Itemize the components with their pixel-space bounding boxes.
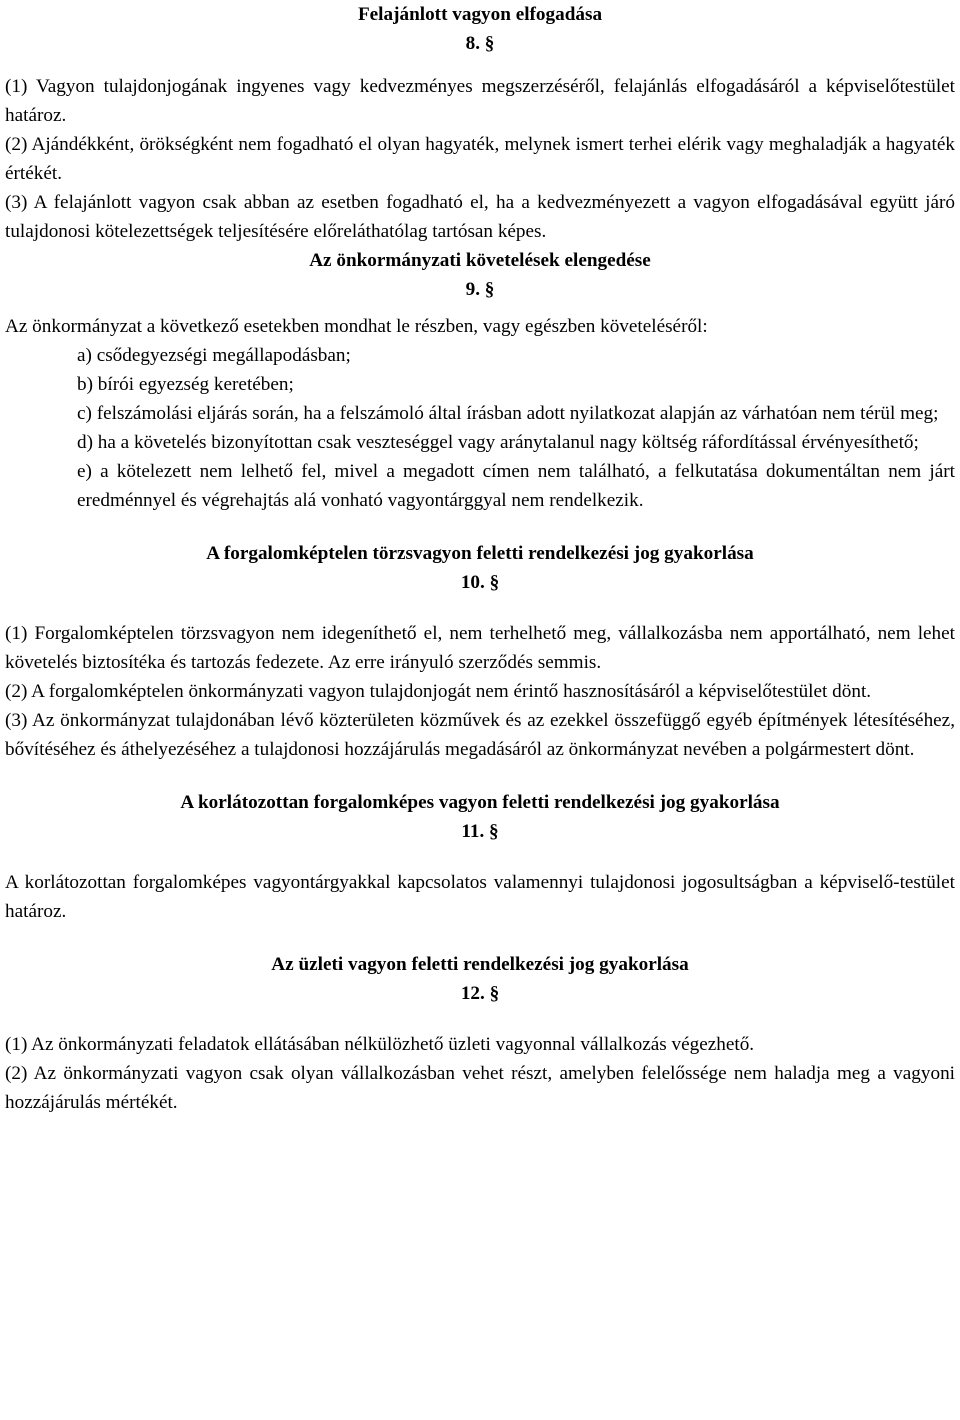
section-10-paragraph-3: (3) Az önkormányzat tulajdonában lévő közterületen közművek és az ezekkel összefüggő egyéb építmények létesítéséhez, bővítéséhez és áthelyezéséhez a tulajdonosi hozzájárulás megadásáról az önkormányzat nevében a polgármestert dönt.	[5, 710, 955, 760]
list-item: a) csődegyezségi megállapodásban;	[77, 345, 351, 366]
section-11-title: A korlátozottan forgalomképes vagyon feletti rendelkezési jog gyakorlása	[180, 792, 780, 813]
section-8-title: Felajánlott vagyon elfogadása	[357, 4, 603, 25]
section-9-title: Az önkormányzati követelések elengedése	[309, 250, 651, 271]
section-12-title: Az üzleti vagyon feletti rendelkezési jog gyakorlása	[271, 954, 689, 975]
section-11-paragraph-1: A korlátozottan forgalomképes vagyontárgyakkal kapcsolatos valamennyi tulajdonosi jogosultságban a képviselő-testület határoz.	[5, 872, 955, 922]
section-10-number: 10. §	[460, 572, 500, 593]
section-9-intro: Az önkormányzat a következő esetekben mondhat le részben, vagy egészben követeléséről:	[5, 316, 708, 337]
section-12-paragraph-1: (1) Az önkormányzati feladatok ellátásában nélkülözhető üzleti vagyonnal vállalkozás végezhető.	[5, 1034, 755, 1055]
section-12-paragraph-2: (2) Az önkormányzati vagyon csak olyan vállalkozásban vehet részt, amelyben felelőssége nem haladja meg a vagyoni hozzájárulás mértékét.	[5, 1063, 955, 1113]
section-8-paragraph-3: (3) A felajánlott vagyon csak abban az esetben fogadható el, ha a kedvezményezett a vagyon elfogadásával együtt járó tulajdonosi kötelezettségek teljesítésére előreláthatólag tartósan képes.	[5, 192, 955, 242]
section-9-number: 9. §	[465, 279, 495, 300]
list-item: b) bírói egyezség keretében;	[77, 374, 294, 395]
section-11-number: 11. §	[461, 821, 499, 842]
section-12-number: 12. §	[460, 983, 500, 1004]
list-item: d) ha a követelés bizonyítottan csak veszteséggel vagy aránytalanul nagy költség ráfordítással érvényesíthető;	[77, 432, 919, 453]
section-9-list	[5, 341, 955, 515]
list-item: c) felszámolási eljárás során, ha a felszámoló által írásban adott nyilatkozat alapján az várhatóan nem térül meg;	[77, 403, 939, 424]
section-8-paragraph-1: (1) Vagyon tulajdonjogának ingyenes vagy kedvezményes megszerzéséről, felajánlás elfogadásáról a képviselőtestület határoz.	[5, 76, 955, 126]
section-10-paragraph-1: (1) Forgalomképtelen törzsvagyon nem idegeníthető el, nem terhelhető meg, vállalkozásba nem apportálható, nem lehet követelés biztosítéka és tartozás fedezete. Az erre irányuló szerződés semmis.	[5, 623, 955, 673]
section-10-paragraph-2: (2) A forgalomképtelen önkormányzati vagyon tulajdonjogát nem érintő hasznosításáról a képviselőtestület dönt.	[5, 681, 872, 702]
list-item: e) a kötelezett nem lelhető fel, mivel a megadott címen nem található, a felkutatása dokumentáltan nem járt eredménnyel és végrehajtás alá vonható vagyontárggyal nem rendelkezik.	[77, 461, 955, 511]
section-8-number: 8. §	[465, 33, 495, 54]
section-10-title: A forgalomképtelen törzsvagyon feletti rendelkezési jog gyakorlása	[206, 543, 754, 564]
section-8-paragraph-2: (2) Ajándékként, örökségként nem fogadható el olyan hagyaték, melynek ismert terhei elérik vagy meghaladják a hagyaték értékét.	[5, 134, 955, 184]
